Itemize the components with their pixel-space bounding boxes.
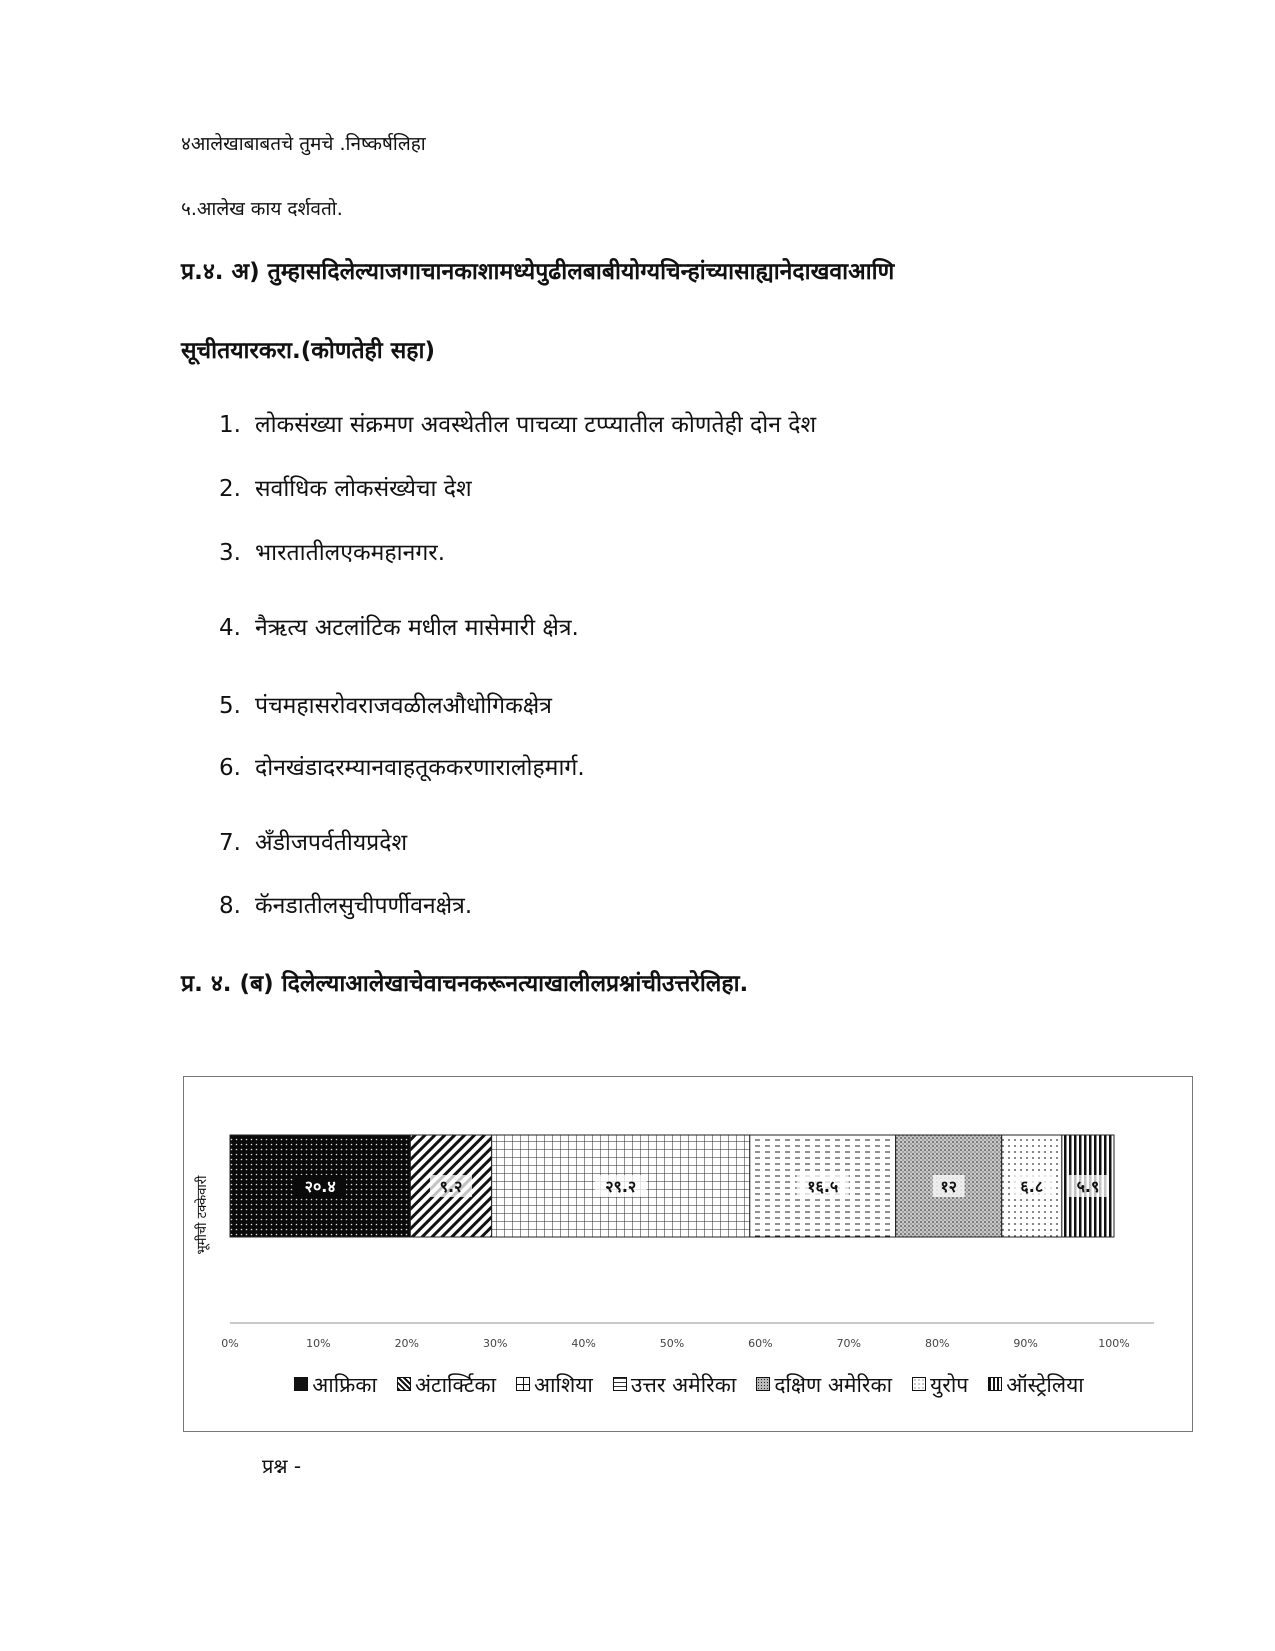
x-tick-label: 10%	[306, 1337, 331, 1350]
x-tick-label: 20%	[394, 1337, 420, 1350]
legend-item-2	[516, 1371, 593, 1399]
legend-item-3	[613, 1371, 736, 1399]
legend-swatch	[756, 1377, 770, 1391]
data-label: १६.५	[807, 1177, 839, 1196]
x-tick-label: 50%	[659, 1337, 685, 1350]
legend-swatch	[294, 1377, 308, 1391]
data-label: २९.२	[605, 1177, 637, 1196]
chart-frame	[183, 1076, 1193, 1432]
x-tick-label: 40%	[571, 1337, 596, 1350]
legend-label: आफ्रिका	[312, 1373, 377, 1397]
x-tick-label: 90%	[1013, 1337, 1038, 1350]
instruction-line-4: ४आलेखाबाबतचे तुमचे .निष्कर्षलिहा	[181, 133, 426, 155]
legend-item-5	[912, 1371, 968, 1399]
list-text: भारतातीलएकमहानगर.	[255, 540, 446, 566]
list-number: 7.	[219, 830, 241, 856]
data-label: ९.२	[439, 1177, 463, 1196]
legend-label: अंटार्क्टिका	[414, 1373, 497, 1397]
list-item	[219, 471, 472, 503]
y-axis-label: भूमीची टक्केवारी	[195, 1175, 210, 1255]
list-text: सर्वाधिक लोकसंख्येचा देश	[255, 476, 472, 502]
legend-label: ऑस्ट्रेलिया	[1006, 1373, 1084, 1397]
list-item	[219, 750, 585, 782]
question-b-heading: प्र. ४. (ब) दिलेल्याआलेखाचेवाचनकरूनत्याखालीलप्रश्नांचीउत्तरेलिहा.	[181, 971, 749, 997]
x-tick-label: 30%	[482, 1337, 508, 1350]
list-text: लोकसंख्या संक्रमण अवस्थेतील पाचव्या टप्प्यातील कोणतेही दोन देश	[255, 412, 817, 438]
legend-item-1	[397, 1371, 496, 1399]
list-item	[219, 825, 407, 857]
list-number: 2.	[219, 476, 241, 502]
legend-swatch	[397, 1377, 411, 1391]
legend-label: उत्तर अमेरिका	[630, 1373, 737, 1397]
list-item	[219, 535, 445, 567]
data-label: ६.८	[1020, 1177, 1044, 1196]
x-tick-label: 70%	[836, 1337, 862, 1350]
list-text: कॅनडातीलसुचीपर्णीवनक्षेत्र.	[255, 893, 473, 919]
footer-question-label: प्रश्न -	[262, 1454, 302, 1478]
list-text: पंचमहासरोवराजवळीलऔधोगिकक्षेत्र	[255, 693, 552, 719]
legend-item-0	[294, 1371, 377, 1399]
legend-label: युरोप	[930, 1373, 969, 1397]
legend-swatch	[516, 1377, 530, 1391]
list-number: 3.	[219, 540, 241, 566]
list-text: दोनखंडादरम्यानवाहतूककरणारालोहमार्ग.	[255, 755, 585, 781]
legend-label: आशिया	[534, 1373, 593, 1397]
data-label: १२	[940, 1177, 958, 1196]
list-item	[219, 888, 472, 920]
list-number: 5.	[219, 693, 241, 719]
list-number: 6.	[219, 755, 241, 781]
x-tick-label: 0%	[221, 1337, 239, 1350]
instruction-line-5: ५.आलेख काय दर्शवतो.	[181, 198, 343, 220]
legend-label: दक्षिण अमेरिका	[774, 1373, 893, 1397]
list-number: 1.	[219, 412, 241, 438]
list-number: 4.	[219, 615, 241, 641]
list-item	[219, 610, 579, 642]
list-item	[219, 407, 816, 439]
question-a-heading-line-1: प्र.४. अ) तुम्हासदिलेल्याजगाचानकाशामध्येपुढीलबाबीयोग्यचिन्हांच्यासाह्यानेदाखवाआणि	[181, 259, 895, 285]
x-tick-label: 80%	[924, 1337, 950, 1350]
legend-item-4	[756, 1371, 892, 1399]
list-text: नैऋत्य अटलांटिक मधील मासेमारी क्षेत्र.	[255, 615, 579, 641]
question-a-heading-line-2: सूचीतयारकरा.(कोणतेही सहा)	[181, 338, 435, 364]
data-label: २०.४	[304, 1177, 336, 1196]
chart-legend	[184, 1371, 1194, 1399]
list-text: अँडीजपर्वतीयप्रदेश	[255, 830, 408, 856]
list-number: 8.	[219, 893, 241, 919]
legend-swatch	[613, 1377, 627, 1391]
data-label: ५.९	[1076, 1177, 1100, 1196]
legend-swatch	[912, 1377, 926, 1391]
list-item	[219, 688, 552, 720]
legend-item-6	[988, 1371, 1084, 1399]
legend-swatch	[988, 1377, 1002, 1391]
x-tick-label: 100%	[1098, 1337, 1130, 1350]
x-tick-label: 60%	[748, 1337, 773, 1350]
